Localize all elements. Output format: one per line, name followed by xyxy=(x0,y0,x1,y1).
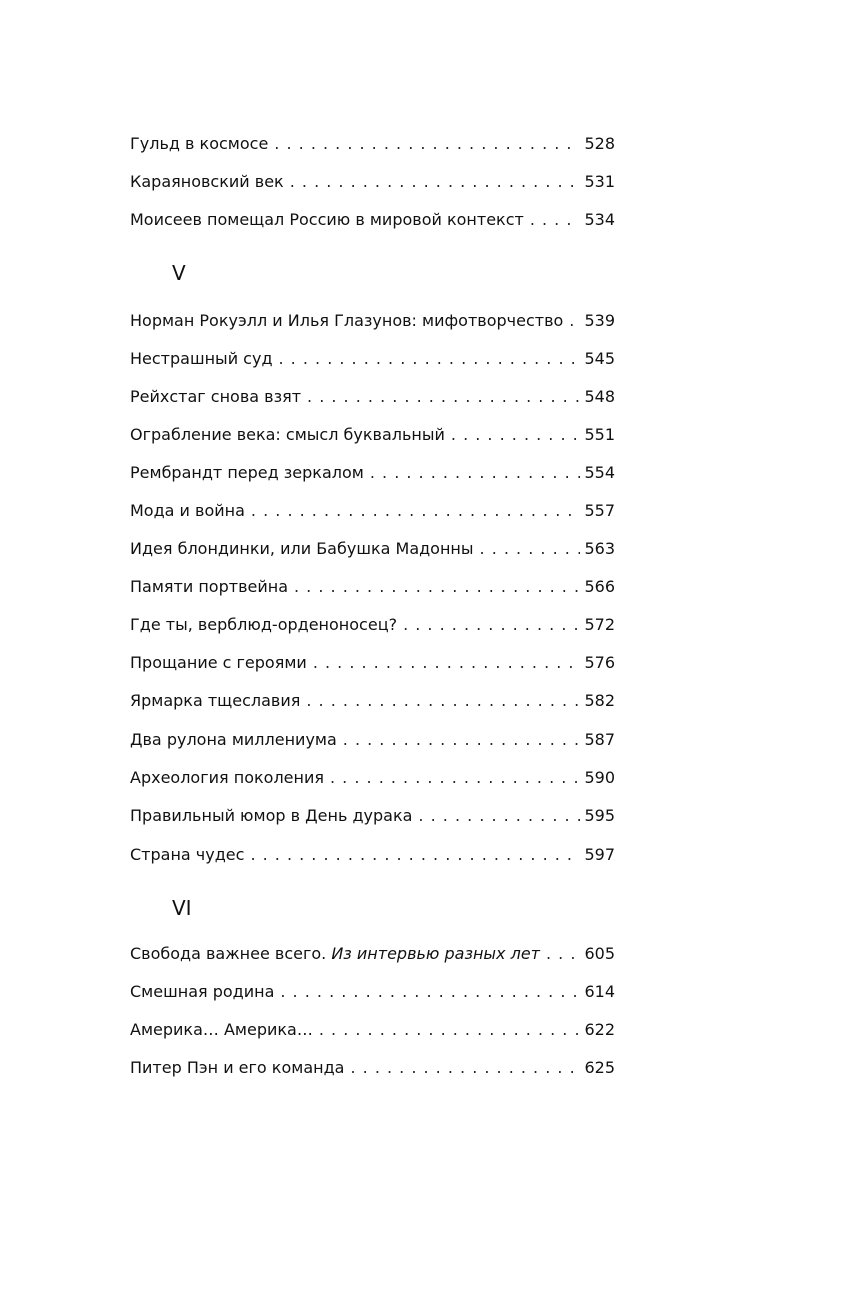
toc-entry-title-italic: Из интервью разных лет xyxy=(331,944,540,963)
toc-entry-page: 545 xyxy=(584,349,615,368)
toc-entry-page: 531 xyxy=(584,172,615,191)
toc-entry xyxy=(130,689,615,713)
toc-entry-title: Норман Рокуэлл и Илья Глазунов: мифотворчество xyxy=(130,311,564,330)
dot-leader xyxy=(370,461,581,485)
toc-entry xyxy=(130,804,615,828)
toc-entry-page: 625 xyxy=(584,1058,615,1077)
toc-entry-title: Ярмарка тщеславия xyxy=(130,691,301,710)
toc-entry-page: 528 xyxy=(584,134,615,153)
toc-entry xyxy=(130,651,615,675)
toc-entry xyxy=(130,980,615,1004)
toc-entry xyxy=(130,170,615,194)
toc-entry xyxy=(130,575,615,599)
toc-entry-page: 587 xyxy=(584,730,615,749)
dot-leader xyxy=(290,170,581,194)
toc-entry-page: 563 xyxy=(584,539,615,558)
section-heading: VI xyxy=(172,896,192,920)
toc-entry-page: 557 xyxy=(584,501,615,520)
toc-entry-title: Караяновский век xyxy=(130,172,284,191)
dot-leader xyxy=(279,347,581,371)
dot-leader xyxy=(313,651,581,675)
dot-leader xyxy=(350,1056,580,1080)
dot-leader xyxy=(418,804,580,828)
dot-leader xyxy=(480,537,581,561)
toc-entry-title: Нестрашный суд xyxy=(130,349,273,368)
toc-entry-title: Прощание с героями xyxy=(130,653,307,672)
toc-entry xyxy=(130,423,615,447)
dot-leader xyxy=(280,980,580,1004)
toc-entry xyxy=(130,613,615,637)
toc-entry xyxy=(130,309,615,333)
toc-entry-page: 576 xyxy=(584,653,615,672)
toc-entry-title: Америка… Америка… xyxy=(130,1020,313,1039)
dot-leader xyxy=(530,208,581,232)
dot-leader xyxy=(251,499,581,523)
dot-leader xyxy=(451,423,581,447)
toc-entry-title: Ограбление века: смысл буквальный xyxy=(130,425,445,444)
toc-entry-title: Два рулона миллениума xyxy=(130,730,337,749)
toc-entry-title xyxy=(130,942,540,966)
toc-entry-page: 614 xyxy=(584,982,615,1001)
dot-leader xyxy=(319,1018,581,1042)
toc-entry-page: 582 xyxy=(584,691,615,710)
dot-leader xyxy=(569,309,580,333)
toc-entry xyxy=(130,537,615,561)
toc-entry-title: Археология поколения xyxy=(130,768,324,787)
toc-entry-title: Правильный юмор в День дурака xyxy=(130,806,413,825)
toc-entry xyxy=(130,1056,615,1080)
toc-entry-title-regular: Свобода важнее всего. xyxy=(130,944,327,963)
toc-entry xyxy=(130,843,615,867)
toc-entry-page: 551 xyxy=(584,425,615,444)
dot-leader xyxy=(343,728,581,752)
toc-entry-title: Памяти портвейна xyxy=(130,577,288,596)
toc-entry xyxy=(130,208,615,232)
toc-entry-title: Смешная родина xyxy=(130,982,275,1001)
toc-entry-title: Страна чудес xyxy=(130,845,245,864)
toc-entry-title: Питер Пэн и его команда xyxy=(130,1058,345,1077)
toc-entry xyxy=(130,499,615,523)
toc-entry-title: Идея блондинки, или Бабушка Мадонны xyxy=(130,539,474,558)
toc-entry-title: Гульд в космосе xyxy=(130,134,269,153)
toc-entry xyxy=(130,728,615,752)
toc-entry xyxy=(130,132,615,156)
toc-entry-page: 597 xyxy=(584,845,615,864)
toc-entry-page: 566 xyxy=(584,577,615,596)
toc-entry-page: 622 xyxy=(584,1020,615,1039)
toc-entry-page: 605 xyxy=(584,944,615,963)
section-heading: V xyxy=(172,261,186,285)
toc-entry xyxy=(130,385,615,409)
toc-entry-title: Где ты, верблюд-орденоносец? xyxy=(130,615,398,634)
dot-leader xyxy=(294,575,580,599)
dot-leader xyxy=(307,385,580,409)
dot-leader xyxy=(250,843,580,867)
dot-leader xyxy=(546,942,580,966)
toc-entry-page: 548 xyxy=(584,387,615,406)
toc-entry-page: 539 xyxy=(584,311,615,330)
toc-entry-title: Моисеев помещал Россию в мировой контекст xyxy=(130,210,524,229)
dot-leader xyxy=(403,613,580,637)
toc-entry-title: Мода и война xyxy=(130,501,245,520)
dot-leader xyxy=(274,132,580,156)
toc-entry-title: Рейхстаг снова взят xyxy=(130,387,302,406)
toc-entry xyxy=(130,942,615,966)
toc-entry xyxy=(130,766,615,790)
toc-entry-page: 572 xyxy=(584,615,615,634)
toc-entry-page: 590 xyxy=(584,768,615,787)
toc-entry xyxy=(130,347,615,371)
toc-entry-title: Рембрандт перед зеркалом xyxy=(130,463,364,482)
toc-entry xyxy=(130,1018,615,1042)
toc-entry xyxy=(130,461,615,485)
toc-entry-page: 534 xyxy=(584,210,615,229)
toc-entry-page: 554 xyxy=(584,463,615,482)
dot-leader xyxy=(330,766,580,790)
toc-entry-page: 595 xyxy=(584,806,615,825)
dot-leader xyxy=(306,689,580,713)
